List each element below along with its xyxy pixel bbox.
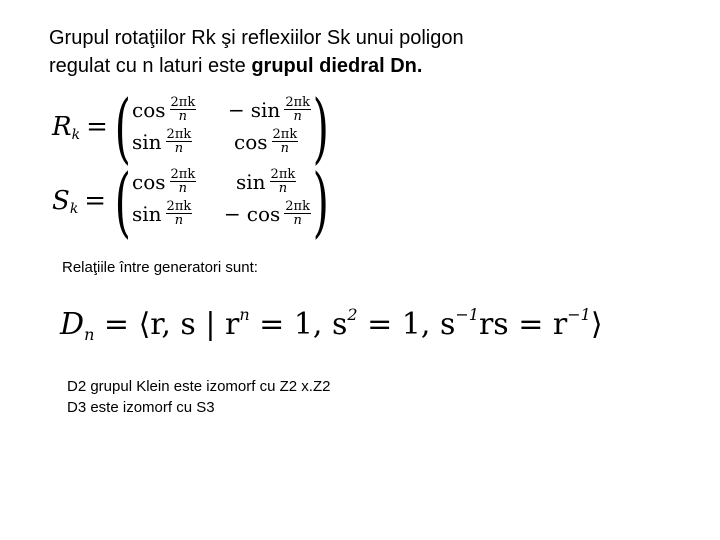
matrix-cell: sin $\frac{2\pi k}{n}$ xyxy=(236,167,296,196)
right-paren: ) xyxy=(312,83,329,172)
note-line: D3 este izomorf cu S3 xyxy=(67,399,215,416)
rotation-symbol: $R_k$ = xyxy=(52,112,108,143)
matrix-cell: cos $\frac{2\pi k}{n}$ xyxy=(132,95,196,124)
note-line: D2 grupul Klein este izomorf cu Z2 x.Z2 xyxy=(67,378,331,395)
matrix-cell: − cos $\frac{2\pi k}{n}$ xyxy=(224,199,310,228)
matrix-cell: − sin $\frac{2\pi k}{n}$ xyxy=(228,95,311,124)
matrix-cell: cos $\frac{2\pi k}{n}$ xyxy=(234,127,298,156)
notes-block xyxy=(67,376,330,418)
dihedral-presentation-formula: $D_n$ = ⟨r, s | $r^n = 1$, $s^2 = 1$, $s^{-1}rs$ = $r^{-1}⟩$ xyxy=(60,305,603,344)
matrix-cell: cos $\frac{2\pi k}{n}$ xyxy=(132,167,196,196)
slide-title xyxy=(49,24,689,80)
relations-label: Relaţiile între generatori sunt: xyxy=(62,259,258,276)
matrix-cell: sin $\frac{2\pi k}{n}$ xyxy=(132,127,192,156)
left-paren: ( xyxy=(114,157,131,246)
matrix-cell: sin $\frac{2\pi k}{n}$ xyxy=(132,199,192,228)
title-line-2-bold: grupul diedral Dn. xyxy=(251,55,423,77)
title-line-2-text: regulat cu n laturi este xyxy=(49,55,252,77)
left-paren: ( xyxy=(114,83,131,172)
reflection-symbol: $S_k$ = xyxy=(52,186,107,217)
title-line-2 xyxy=(49,52,689,80)
right-paren: ) xyxy=(312,157,329,246)
title-line-1: Grupul rotaţiilor Rk şi reflexiilor Sk unui poligon xyxy=(49,27,464,49)
